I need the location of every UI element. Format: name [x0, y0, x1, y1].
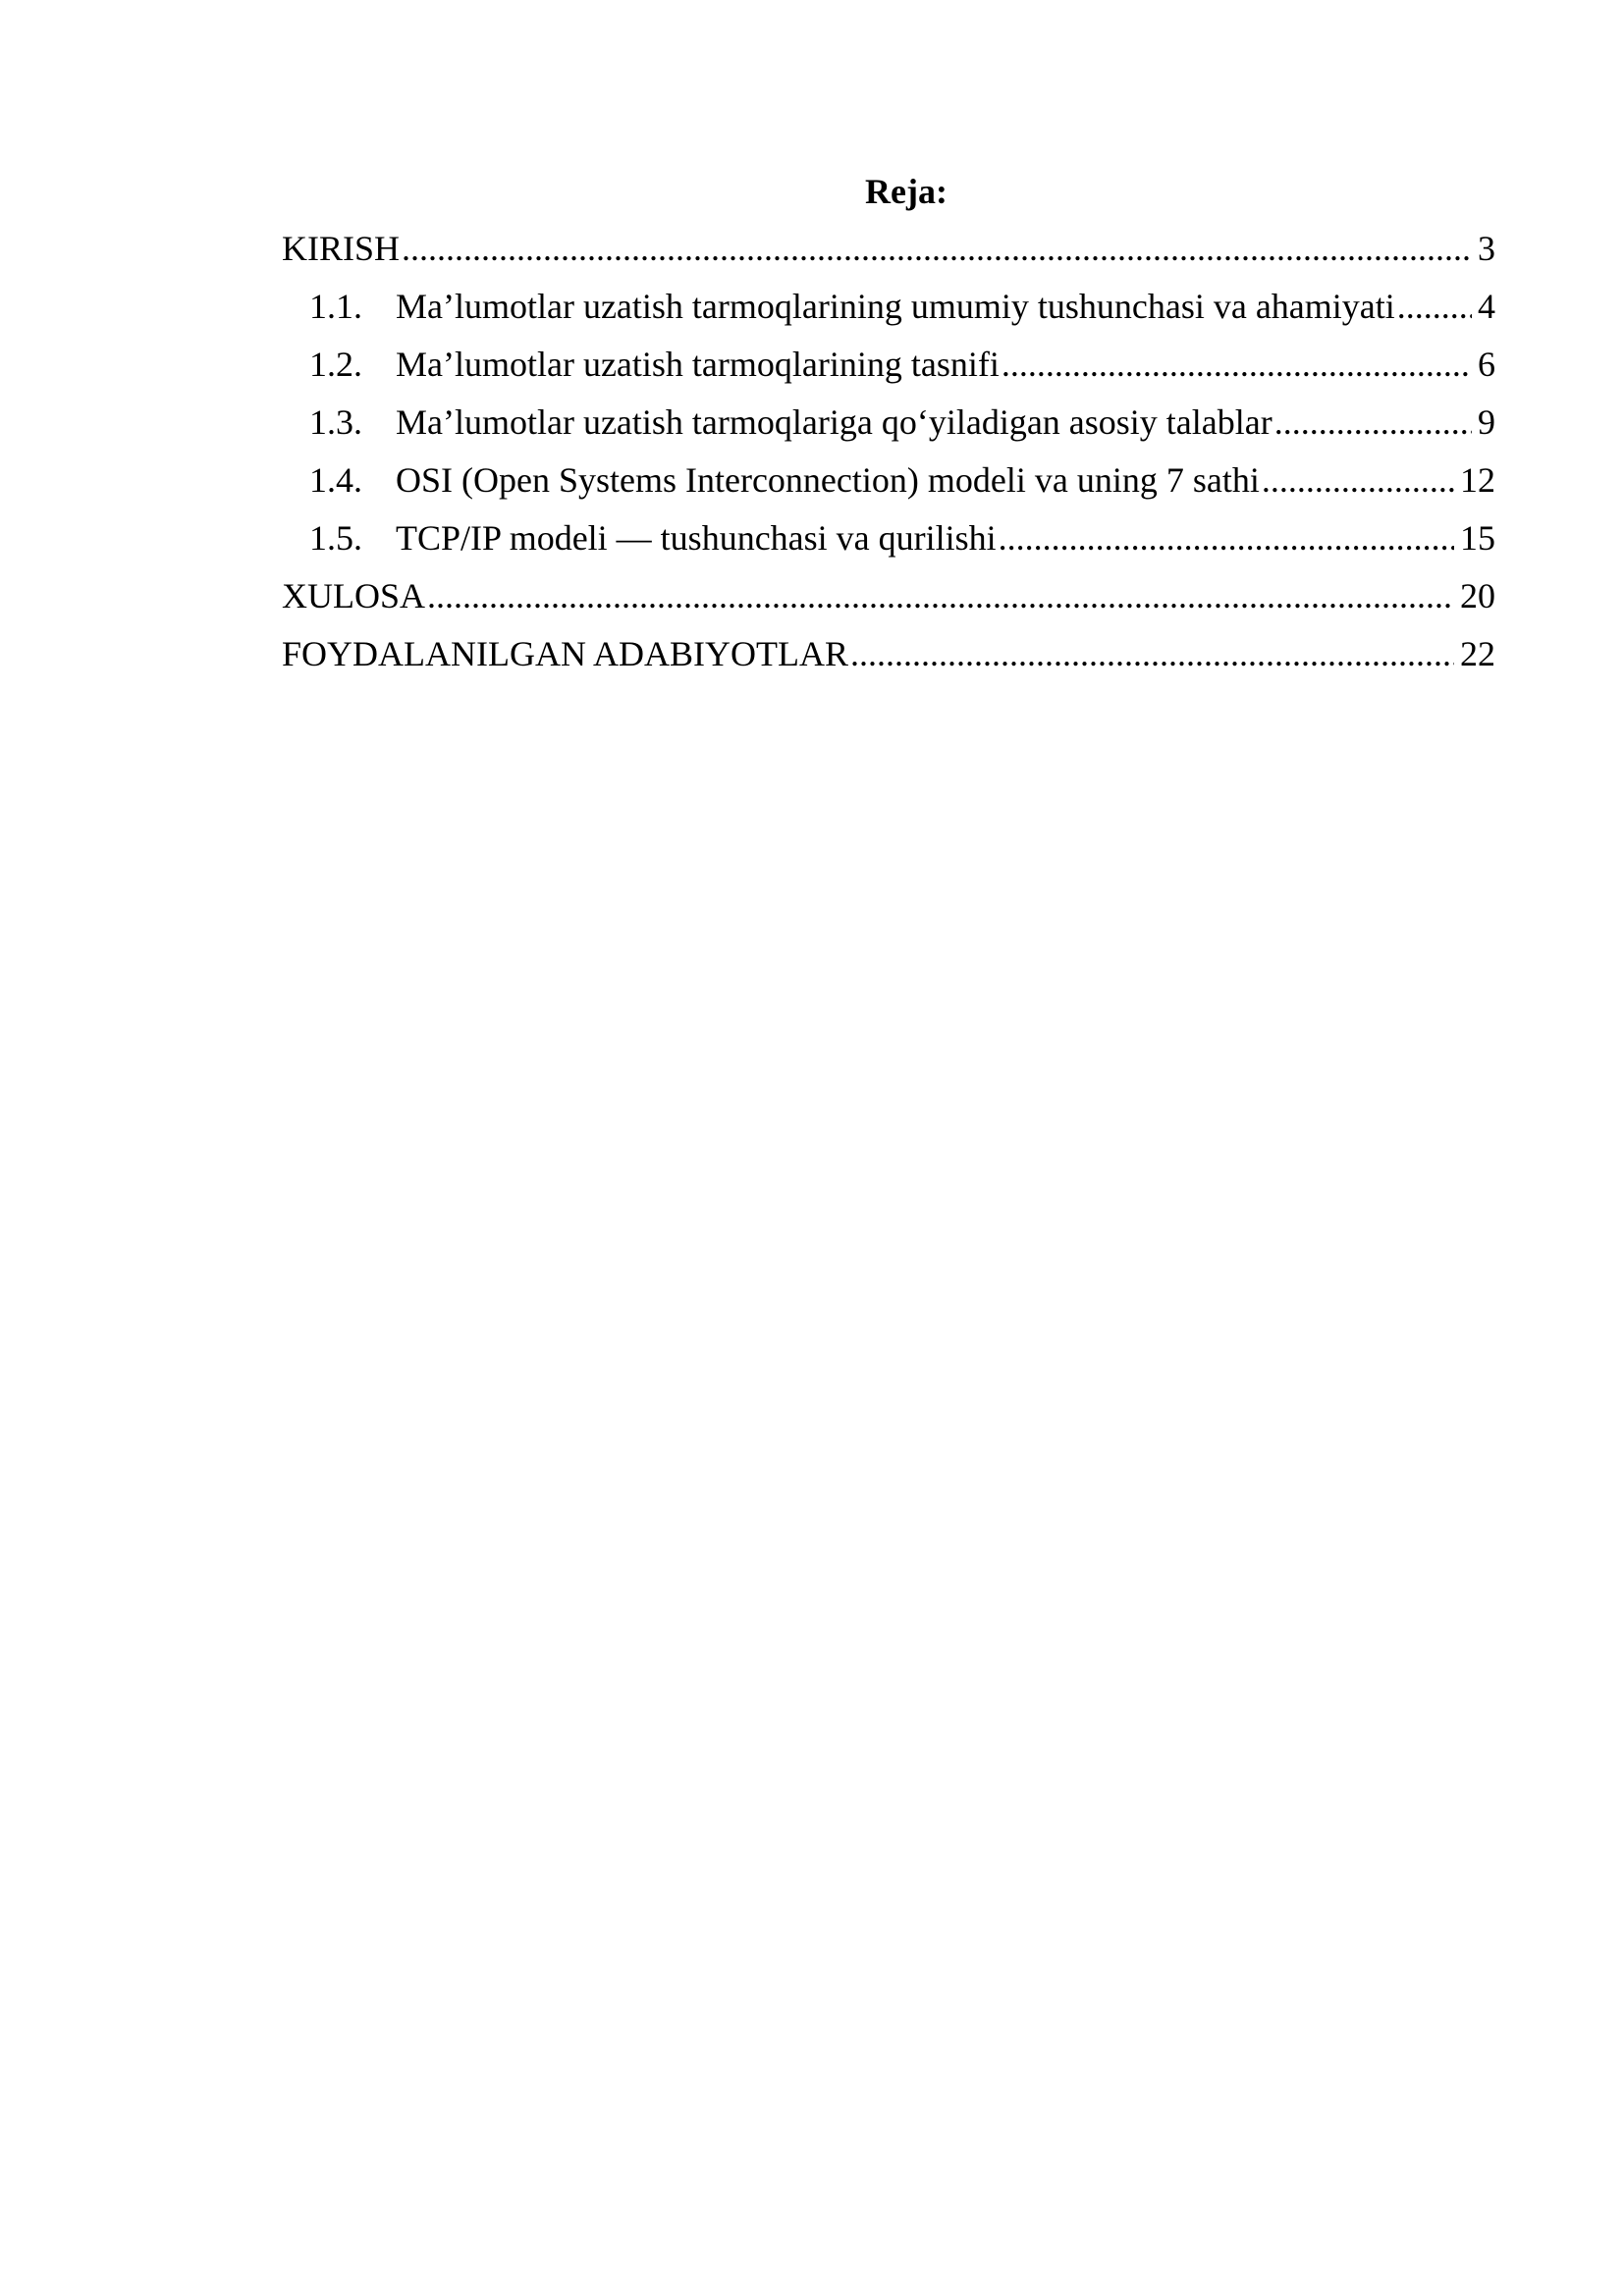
toc-entry-number: 1.2.: [309, 345, 362, 384]
toc-entry-number: 1.5.: [309, 518, 362, 558]
toc-dot-leader: [999, 509, 1454, 567]
toc-dot-leader: [1262, 452, 1454, 509]
toc-entry-text: Ma’lumotlar uzatish tarmoqlarining umumiy tushunchasi va ahamiyati: [396, 287, 1395, 326]
toc-dot-leader: [402, 220, 1472, 278]
toc-entry-text: FOYDALANILGAN ADABIYOTLAR: [282, 634, 848, 673]
toc-entry-1-4[interactable]: [282, 452, 1495, 509]
toc-entry-page: 9: [1478, 402, 1495, 442]
toc-list: [282, 220, 1495, 683]
toc-dot-leader: [1397, 278, 1472, 336]
toc-entry-page: 6: [1478, 345, 1495, 384]
toc-entry-page: 4: [1478, 287, 1495, 326]
toc-entry-page: 12: [1460, 460, 1495, 500]
toc-entry-number: 1.3.: [309, 402, 362, 442]
toc-entry-1-3[interactable]: [282, 394, 1495, 452]
toc-entry-1-1[interactable]: [282, 278, 1495, 336]
toc-entry-kirish[interactable]: [282, 220, 1495, 278]
toc-entry-page: 22: [1460, 634, 1495, 673]
toc-entry-text: XULOSA: [282, 576, 426, 615]
toc-entry-page: 15: [1460, 518, 1495, 558]
toc-entry-page: 20: [1460, 576, 1495, 615]
toc-entry-1-5[interactable]: [282, 509, 1495, 567]
toc-entry-text: KIRISH: [282, 229, 401, 268]
toc-entry-1-2[interactable]: [282, 336, 1495, 394]
toc-entry-page: 3: [1478, 229, 1495, 268]
toc-dot-leader: [1274, 394, 1472, 452]
toc-entry-number: 1.4.: [309, 460, 362, 500]
toc-title: Reja:: [865, 172, 947, 211]
toc-entry-foydalanilgan-adabiyotlar[interactable]: [282, 625, 1495, 683]
toc-dot-leader: [1001, 336, 1472, 394]
toc-entry-number: 1.1.: [309, 287, 362, 326]
toc-dot-leader: [427, 567, 1454, 625]
table-of-contents: [282, 163, 1495, 683]
toc-entry-xulosa[interactable]: [282, 567, 1495, 625]
toc-entry-text: OSI (Open Systems Interconnection) modeli va uning 7 sathi: [396, 460, 1260, 500]
toc-entry-text: TCP/IP modeli — tushunchasi va qurilishi: [396, 518, 997, 558]
toc-entry-text: Ma’lumotlar uzatish tarmoqlariga qo‘yiladigan asosiy talablar: [396, 402, 1272, 442]
toc-dot-leader: [850, 625, 1454, 683]
toc-entry-text: Ma’lumotlar uzatish tarmoqlarining tasnifi: [396, 345, 1000, 384]
